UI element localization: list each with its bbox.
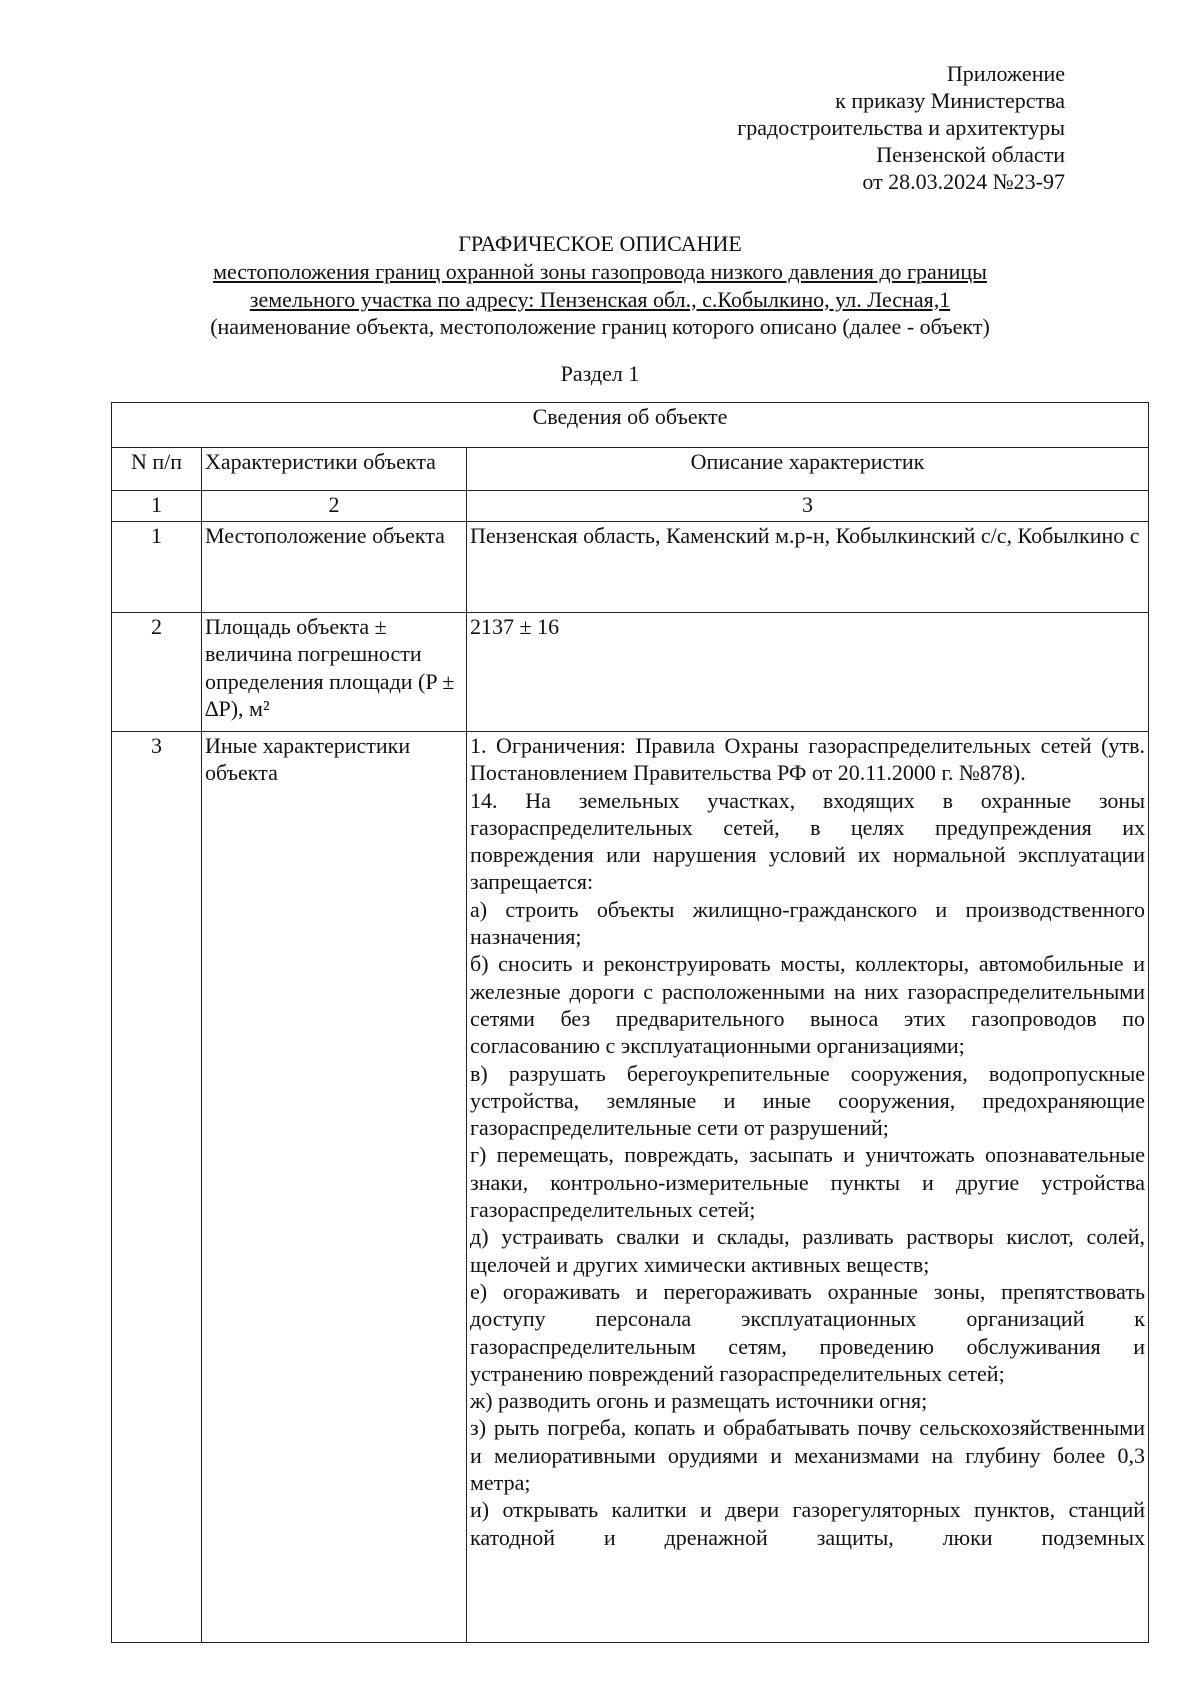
appendix-date-line: от 28.03.2024 №23-97 bbox=[862, 169, 1065, 194]
table-row bbox=[112, 613, 1149, 732]
table-row bbox=[112, 522, 1149, 613]
document-subtitle-line: земельного участка по адресу: Пензенская обл., с.Кобылкино, ул. Лесная,1 bbox=[249, 286, 951, 312]
description-paragraph: в) разрушать берегоукрепительные сооружения, водопропускные устройства, земляные и иные сооружения, предохраняющие газораспределительные сети от разрушений; bbox=[470, 1060, 1145, 1141]
document-title: ГРАФИЧЕСКОЕ ОПИСАНИЕ bbox=[458, 231, 742, 256]
characteristic-description bbox=[467, 522, 1149, 613]
description-paragraph: 1. Ограничения: Правила Охраны газораспределительных сетей (утв. Постановлением Правительства РФ от 20.11.2000 г. №878). bbox=[470, 733, 1145, 786]
table-row bbox=[112, 732, 1149, 1643]
characteristic-description bbox=[467, 613, 1149, 732]
description-paragraph: д) устраивать свалки и склады, разливать растворы кислот, солей, щелочей и других химически активных веществ; bbox=[470, 1224, 1145, 1277]
appendix-line: градостроительства и архитектуры bbox=[737, 115, 1065, 140]
characteristic-name: Местоположение объекта bbox=[202, 522, 467, 613]
table-header-row bbox=[112, 448, 1149, 491]
column-number: 3 bbox=[467, 491, 1149, 522]
document-subtitle-line: местоположения границ охранной зоны газопровода низкого давления до границы bbox=[213, 259, 987, 284]
description-paragraph: б) сносить и реконструировать мосты, коллекторы, автомобильные и железные дороги с расположенными на них газораспределительными сетями без предварительного выноса этих газопроводов по согласованию с эксплуатационными организациями; bbox=[470, 951, 1145, 1059]
column-number-row bbox=[112, 491, 1149, 522]
row-number: 2 bbox=[112, 613, 202, 732]
description-paragraph: з) рыть погреба, копать и обрабатывать почву сельскохозяйственными и мелиоративными орудиями и механизмами на глубину более 0,3 метра; bbox=[470, 1415, 1145, 1496]
title-block bbox=[100, 230, 1100, 388]
characteristic-name: Иные характеристики объекта bbox=[202, 732, 467, 1643]
table-caption: Сведения об объекте bbox=[112, 403, 1149, 448]
characteristic-description bbox=[467, 732, 1149, 1643]
description-paragraph: а) строить объекты жилищно-гражданского и производственного назначения; bbox=[470, 896, 1145, 950]
appendix-line: Пензенской области bbox=[876, 142, 1065, 167]
description-paragraph: Пензенская область, Каменский м.р-н, Кобылкинский с/с, Кобылкино с bbox=[470, 523, 1140, 548]
table-caption-row bbox=[112, 403, 1149, 448]
row-number: 3 bbox=[112, 732, 202, 1643]
characteristic-name: Площадь объекта ± величина погрешности определения площади (P ± ∆P), м² bbox=[202, 613, 467, 732]
section-heading: Раздел 1 bbox=[560, 360, 640, 386]
column-number: 1 bbox=[112, 491, 202, 522]
subtitle-note: (наименование объекта, местоположение границ которого описано (далее - объект) bbox=[210, 314, 990, 339]
appendix-line: к приказу Министерства bbox=[835, 88, 1065, 113]
description-paragraph: 2137 ± 16 bbox=[470, 614, 560, 639]
object-info-table bbox=[111, 402, 1149, 1643]
header-cell: Описание характеристик bbox=[467, 448, 1149, 491]
column-number: 2 bbox=[202, 491, 467, 522]
description-paragraph: ж) разводить огонь и размещать источники огня; bbox=[470, 1388, 928, 1414]
description-paragraph: и) открывать калитки и двери газорегуляторных пунктов, станций катодной и дренажной защиты, люки подземных bbox=[470, 1497, 1145, 1550]
row-number: 1 bbox=[112, 522, 202, 613]
header-cell: N п/п bbox=[112, 448, 202, 491]
header-cell: Характеристики объекта bbox=[202, 448, 467, 491]
description-paragraph: е) огораживать и перегораживать охранные зоны, препятствовать доступу персонала эксплуатационных организаций к газораспределительным сетям, проведению обслуживания и устранению повреждений газораспределительных сетей; bbox=[470, 1278, 1145, 1386]
description-paragraph: 14. На земельных участках, входящих в охранные зоны газораспределительных сетей, в целях предупреждения их повреждения или нарушения условий их нормальной эксплуатации запрещается: bbox=[470, 787, 1145, 895]
description-paragraph: г) перемещать, повреждать, засыпать и уничтожать опознавательные знаки, контрольно-измерительные пункты и другие устройства газораспределительных сетей; bbox=[470, 1142, 1145, 1223]
appendix-header bbox=[737, 60, 1065, 195]
appendix-line: Приложение bbox=[946, 61, 1065, 86]
